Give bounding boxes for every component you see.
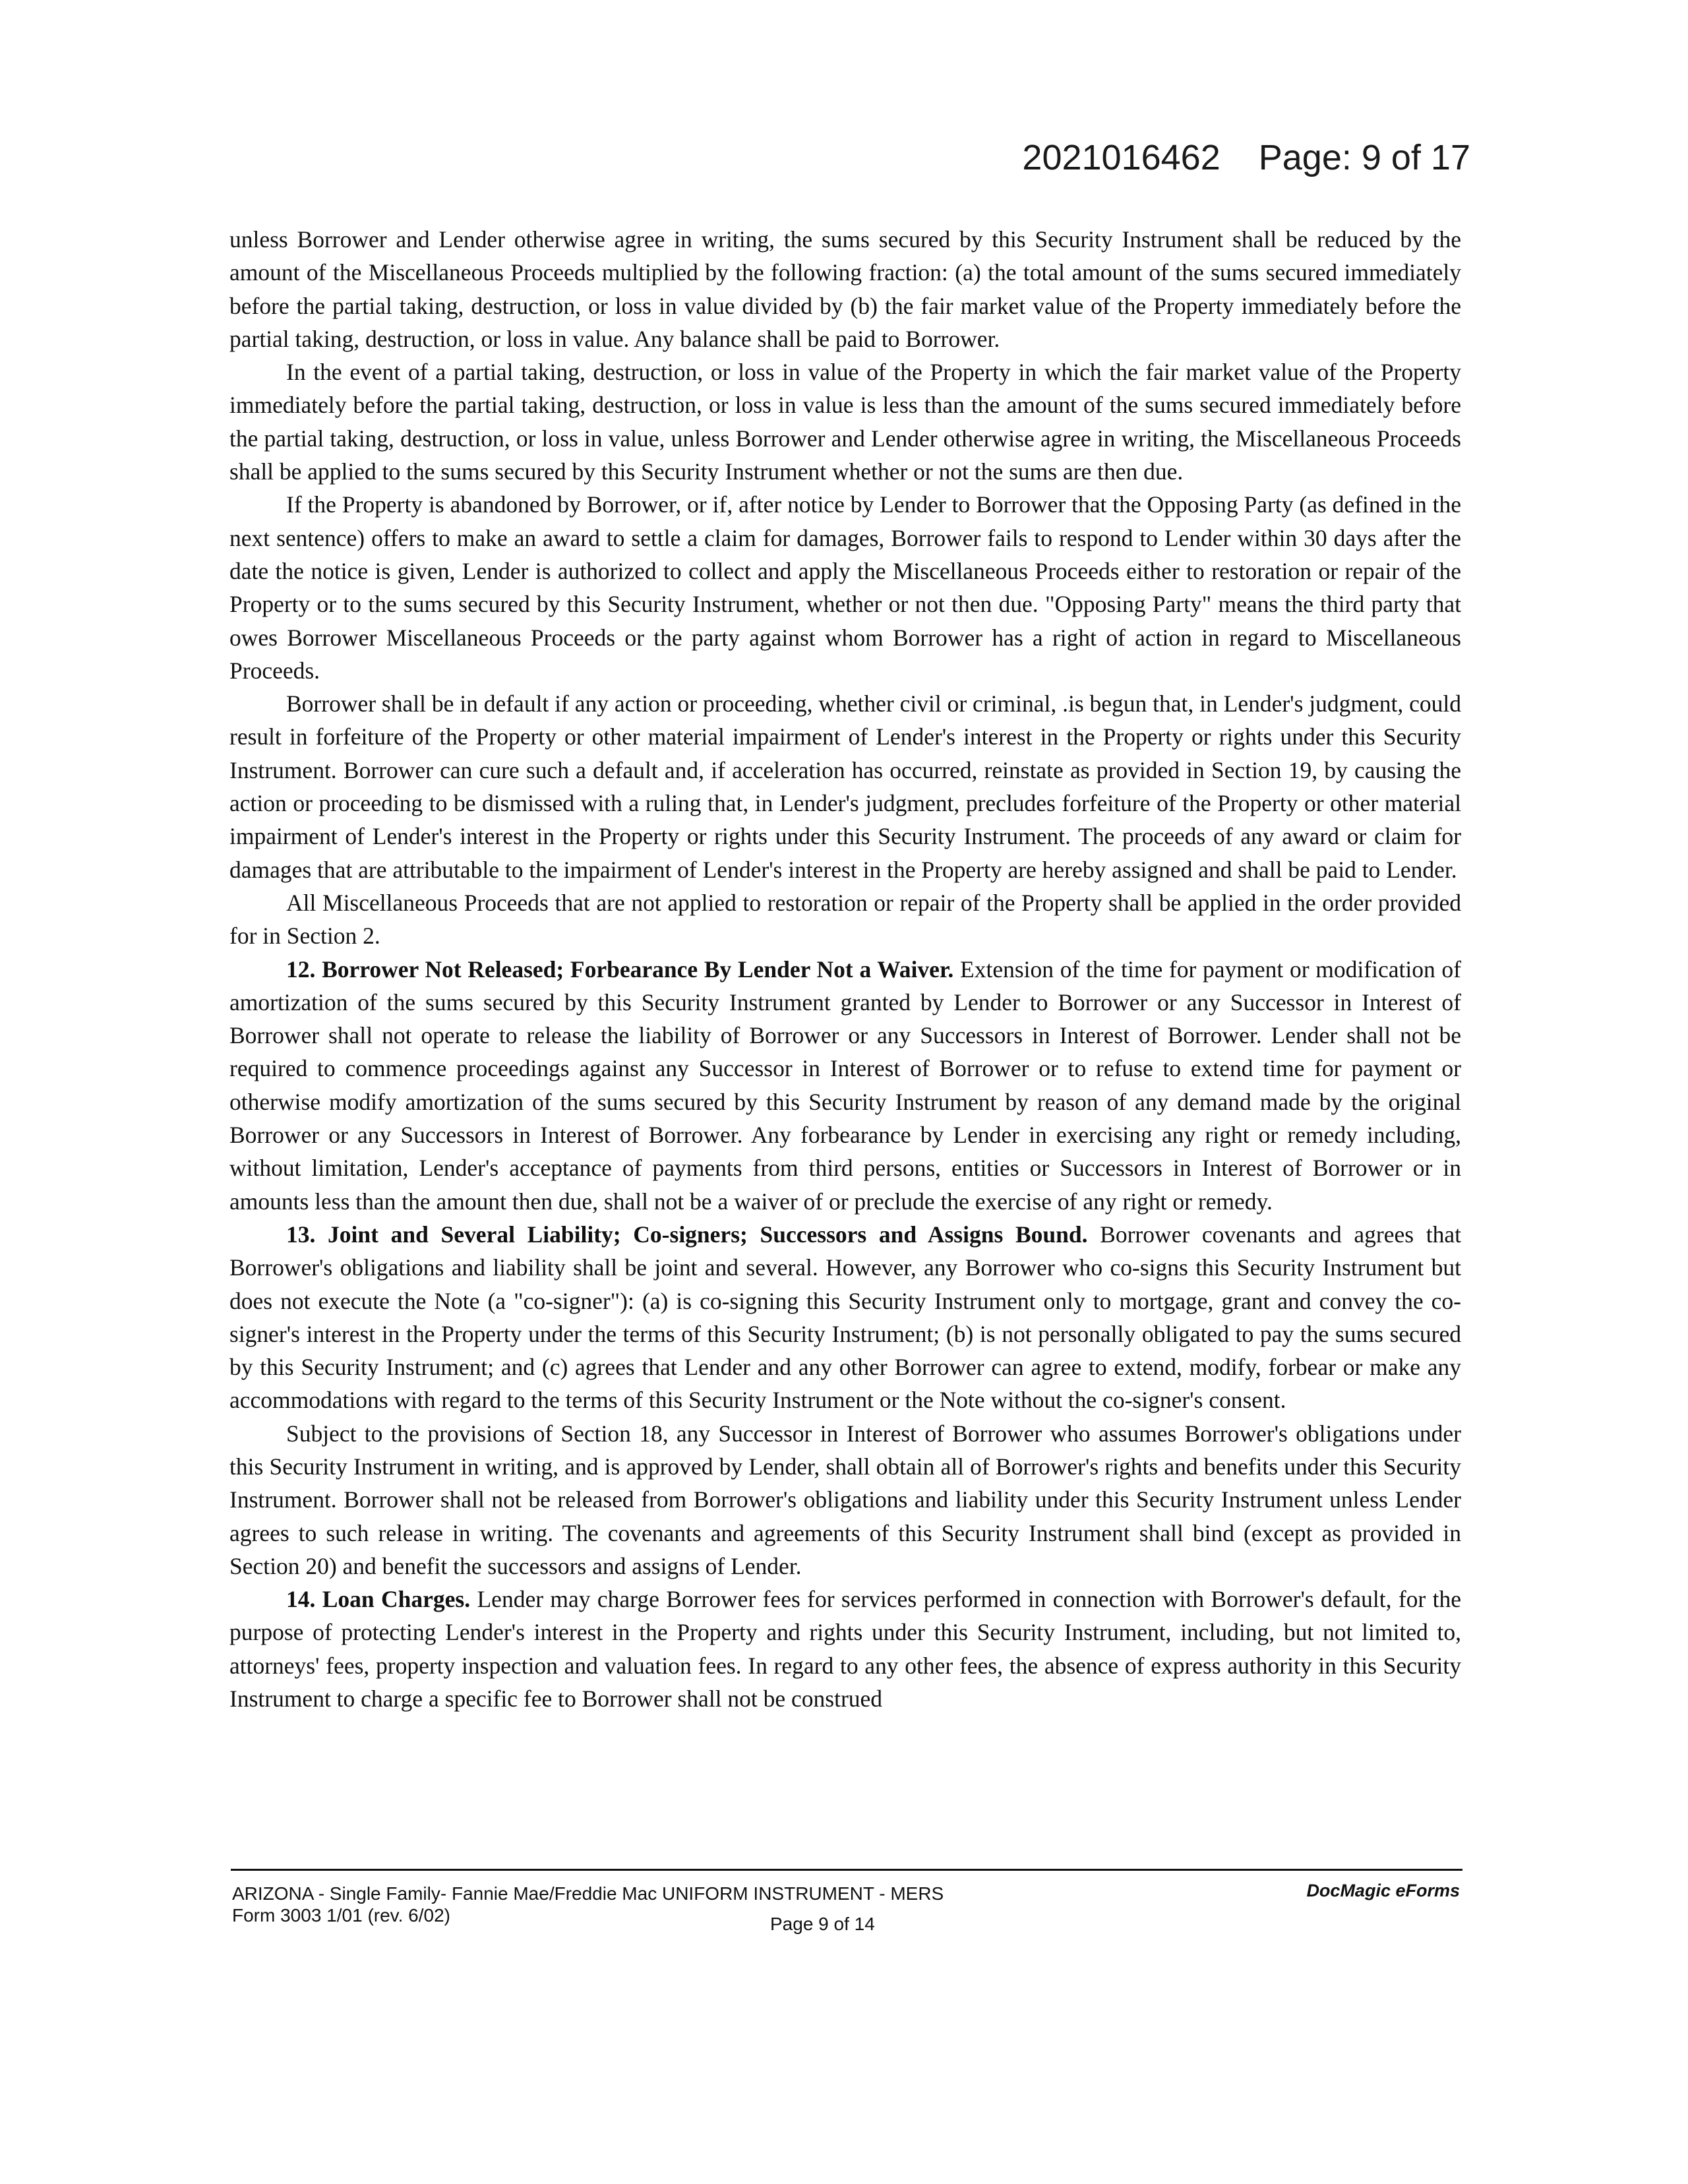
paragraph-partial-taking: In the event of a partial taking, destruction, or loss in value of the Property in which the fair market value of the Property immediately before the partial taking, destruction, or loss in value is less than the amount of the sums secured immediately before the partial taking, destruction, or loss in value, unless Borrower and Lender otherwise agree in writing, the Miscellaneous Proceeds shall be applied to the sums secured by this Security Instrument whether or not the sums are then due. — [229, 359, 1461, 485]
section-12 — [229, 953, 1461, 1218]
footer-page-number: Page 9 of 14 — [770, 1914, 875, 1934]
section-12-text: Extension of the time for payment or modification of amortization of the sums secured by this Security Instrument granted by Lender to Borrower or any Successor in Interest of Borrower shall not operate to release the liability of Borrower or any Successors in Interest of Borrower. Lender shall not be required to commence proceedings against any Successor in Interest of Borrower or to refuse to extend time for payment or otherwise modify amortization of the sums secured by this Security Instrument by reason of any demand made by the original Borrower or any Successors in Interest of Borrower. Any forbearance by Lender in exercising any right or remedy including, without limitation, Lender's acceptance of payments from third persons, entities or Successors in Interest of Borrower or in amounts less than the amount then due, shall not be a waiver of or preclude the exercise of any right or remedy. — [229, 956, 1461, 1215]
paragraph-abandonment: If the Property is abandoned by Borrower, or if, after notice by Lender to Borrower that the Opposing Party (as defined in the next sentence) offers to make an award to settle a claim for damages, Borrower fails to respond to Lender within 30 days after the date the notice is given, Lender is authorized to collect and apply the Miscellaneous Proceeds either to restoration or repair of the Property or to the sums secured by this Security Instrument, whether or not then due. "Opposing Party" means the third party that owes Borrower Miscellaneous Proceeds or the party against whom Borrower has a right of action in regard to Miscellaneous Proceeds. — [229, 491, 1461, 684]
paragraph-successors: Subject to the provisions of Section 18, any Successor in Interest of Borrower who assumes Borrower's obligations under this Security Instrument in writing, and is approved by Lender, shall obtain all of Borrower's rights and benefits under this Security Instrument. Borrower shall not be released from Borrower's obligations and liability under this Security Instrument unless Lender agrees to such release in writing. The covenants and agreements of this Security Instrument shall bind (except as provided in Section 20) and benefit the successors and assigns of Lender. — [229, 1420, 1461, 1579]
footer-brand-logo: DocMagic eForms — [1306, 1881, 1460, 1900]
paragraph-reduction: unless Borrower and Lender otherwise agree in writing, the sums secured by this Security Instrument shall be reduced by the amount of the Miscellaneous Proceeds multiplied by the following fraction: (a) the total amount of the sums secured immediately before the partial taking, destruction, or loss in value divided by (b) the fair market value of the Property immediately before the partial taking, destruction, or loss in value. Any balance shall be paid to Borrower. — [229, 226, 1461, 352]
section-13-heading: 13. Joint and Several Liability; Co-signers; Successors and Assigns Bound. — [286, 1221, 1088, 1248]
footer-divider — [231, 1869, 1462, 1871]
footer-form-title: ARIZONA - Single Family- Fannie Mae/Freddie Mac UNIFORM INSTRUMENT - MERS — [232, 1883, 944, 1904]
document-body — [229, 223, 1461, 1715]
document-header — [1022, 137, 1470, 178]
section-14 — [229, 1583, 1461, 1715]
recording-page-label: Page: 9 of 17 — [1258, 138, 1470, 177]
document-number: 2021016462 — [1022, 138, 1221, 177]
paragraph-misc-proceeds: All Miscellaneous Proceeds that are not applied to restoration or repair of the Property shall be applied in the order provided for in Section 2. — [229, 889, 1461, 950]
paragraph-default: Borrower shall be in default if any action or proceeding, whether civil or criminal, .is begun that, in Lender's judgment, could result in forfeiture of the Property or other material impairment of Lender's interest in the Property or rights under this Security Instrument. Borrower can cure such a default and, if acceleration has occurred, reinstate as provided in Section 19, by causing the action or proceeding to be dismissed with a ruling that, in Lender's judgment, precludes forfeiture of the Property or other material impairment of Lender's interest in the Property or rights under this Security Instrument. The proceeds of any award or claim for damages that are attributable to the impairment of Lender's interest in the Property are hereby assigned and shall be paid to Lender. — [229, 690, 1461, 883]
section-12-heading: 12. Borrower Not Released; Forbearance By Lender Not a Waiver. — [286, 956, 954, 983]
section-14-text: Lender may charge Borrower fees for services performed in connection with Borrower's default, for the purpose of protecting Lender's interest in the Property and rights under this Security Instrument, including, but not limited to, attorneys' fees, property inspection and valuation fees. In regard to any other fees, the absence of express authority in this Security Instrument to charge a specific fee to Borrower shall not be construed — [229, 1586, 1461, 1713]
section-13 — [229, 1218, 1461, 1417]
footer-form-number: Form 3003 1/01 (rev. 6/02) — [232, 1905, 450, 1926]
section-14-heading: 14. Loan Charges. — [286, 1586, 471, 1613]
section-13-text: Borrower covenants and agrees that Borrower's obligations and liability shall be joint and several. However, any Borrower who co-signs this Security Instrument but does not execute the Note (a "co-signer"): (a) is co-signing this Security Instrument only to mortgage, grant and convey the co-signer's interest in the Property under the terms of this Security Instrument; (b) is not personally obligated to pay the sums secured by this Security Instrument; and (c) agrees that Lender and any other Borrower can agree to extend, modify, forbear or make any accommodations with regard to the terms of this Security Instrument or the Note without the co-signer's consent. — [229, 1221, 1461, 1414]
